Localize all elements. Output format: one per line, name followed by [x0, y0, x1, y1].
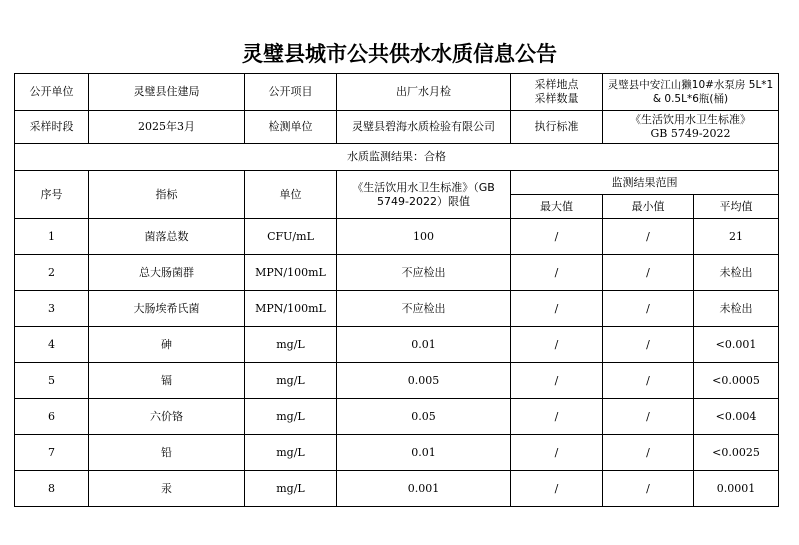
cell-avg: <0.001 — [694, 327, 779, 363]
cell-indicator: 菌落总数 — [89, 219, 245, 255]
cell-seq: 6 — [15, 399, 89, 435]
cell-seq: 3 — [15, 291, 89, 327]
cell-limit: 100 — [337, 219, 511, 255]
col-header-seq: 序号 — [15, 171, 89, 219]
cell-avg: 未检出 — [694, 291, 779, 327]
public-item-value: 出厂水月检 — [337, 74, 511, 111]
cell-min: / — [603, 327, 694, 363]
cell-indicator: 六价铬 — [89, 399, 245, 435]
cell-indicator: 汞 — [89, 471, 245, 507]
cell-min: / — [603, 435, 694, 471]
cell-unit: mg/L — [245, 471, 337, 507]
cell-max: / — [511, 435, 603, 471]
cell-seq: 5 — [15, 363, 89, 399]
cell-max: / — [511, 219, 603, 255]
info-row-2 — [15, 111, 779, 144]
cell-seq: 2 — [15, 255, 89, 291]
cell-unit: MPN/100mL — [245, 291, 337, 327]
cell-limit: 0.05 — [337, 399, 511, 435]
table-row — [15, 291, 779, 327]
public-unit-label: 公开单位 — [15, 74, 89, 111]
col-header-max: 最大值 — [511, 195, 603, 219]
sample-site-value: 灵璧县中安江山獭10#水泵房 5L*1 & 0.5L*6瓶(桶) — [603, 74, 779, 111]
cell-seq: 1 — [15, 219, 89, 255]
standard-value-line2: GB 5749-2022 — [650, 127, 731, 140]
result-row — [15, 144, 779, 171]
test-unit-label: 检测单位 — [245, 111, 337, 144]
cell-limit: 0.001 — [337, 471, 511, 507]
page-title: 灵璧县城市公共供水水质信息公告 — [242, 42, 557, 66]
cell-indicator: 镉 — [89, 363, 245, 399]
public-unit-value: 灵璧县住建局 — [89, 74, 245, 111]
cell-indicator: 大肠埃希氏菌 — [89, 291, 245, 327]
cell-indicator: 总大肠菌群 — [89, 255, 245, 291]
standard-value — [603, 111, 779, 144]
cell-indicator: 砷 — [89, 327, 245, 363]
cell-avg: <0.004 — [694, 399, 779, 435]
col-header-limit: 《生活饮用水卫生标准》（GB 5749-2022）限值 — [337, 171, 511, 219]
sample-site-label-line2: 采样数量 — [534, 92, 579, 105]
cell-avg: 未检出 — [694, 255, 779, 291]
sample-site-label-line1: 采样地点 — [534, 78, 579, 91]
cell-max: / — [511, 399, 603, 435]
cell-min: / — [603, 291, 694, 327]
info-row-1 — [15, 74, 779, 111]
cell-max: / — [511, 327, 603, 363]
test-unit-value: 灵璧县碧海水质检验有限公司 — [337, 111, 511, 144]
cell-seq: 4 — [15, 327, 89, 363]
table-row — [15, 219, 779, 255]
cell-limit: 0.01 — [337, 327, 511, 363]
table-row — [15, 363, 779, 399]
cell-indicator: 铅 — [89, 435, 245, 471]
cell-max: / — [511, 255, 603, 291]
cell-min: / — [603, 471, 694, 507]
col-header-min: 最小值 — [603, 195, 694, 219]
standard-label: 执行标准 — [511, 111, 603, 144]
cell-limit: 不应检出 — [337, 255, 511, 291]
cell-max: / — [511, 471, 603, 507]
cell-limit: 不应检出 — [337, 291, 511, 327]
col-header-avg: 平均值 — [694, 195, 779, 219]
col-header-range: 监测结果范围 — [511, 171, 779, 195]
cell-avg: 21 — [694, 219, 779, 255]
table-row — [15, 327, 779, 363]
cell-limit: 0.01 — [337, 435, 511, 471]
cell-avg: <0.0025 — [694, 435, 779, 471]
sample-site-label — [511, 74, 603, 111]
table-row — [15, 255, 779, 291]
table-row — [15, 435, 779, 471]
column-header-row-1 — [15, 171, 779, 195]
cell-unit: mg/L — [245, 363, 337, 399]
cell-min: / — [603, 255, 694, 291]
sample-period-label: 采样时段 — [15, 111, 89, 144]
sample-period-value: 2025年3月 — [89, 111, 245, 144]
cell-max: / — [511, 363, 603, 399]
table-row — [15, 399, 779, 435]
water-quality-table — [14, 73, 779, 507]
standard-value-line1: 《生活饮用水卫生标准》 — [630, 113, 751, 126]
cell-min: / — [603, 219, 694, 255]
cell-unit: mg/L — [245, 399, 337, 435]
cell-avg: <0.0005 — [694, 363, 779, 399]
cell-unit: CFU/mL — [245, 219, 337, 255]
cell-unit: mg/L — [245, 327, 337, 363]
col-header-unit: 单位 — [245, 171, 337, 219]
cell-min: / — [603, 363, 694, 399]
cell-limit: 0.005 — [337, 363, 511, 399]
cell-avg: 0.0001 — [694, 471, 779, 507]
cell-max: / — [511, 291, 603, 327]
cell-min: / — [603, 399, 694, 435]
cell-unit: mg/L — [245, 435, 337, 471]
cell-seq: 7 — [15, 435, 89, 471]
monitoring-result: 水质监测结果：合格 — [15, 144, 779, 171]
public-item-label: 公开项目 — [245, 74, 337, 111]
cell-seq: 8 — [15, 471, 89, 507]
col-header-indicator: 指标 — [89, 171, 245, 219]
table-row — [15, 471, 779, 507]
cell-unit: MPN/100mL — [245, 255, 337, 291]
